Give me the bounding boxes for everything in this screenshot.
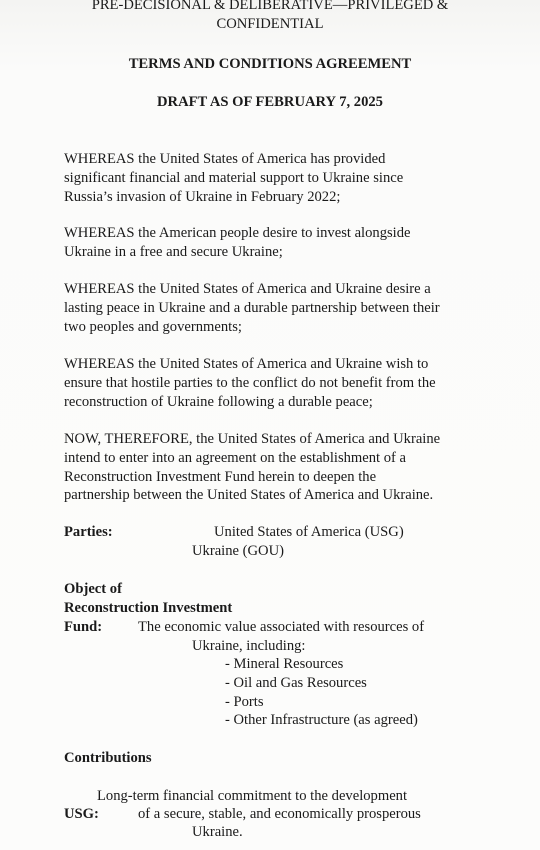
object-label-line-3: Fund: bbox=[64, 619, 103, 635]
parties-label: Parties: bbox=[64, 524, 113, 540]
recital-line: WHEREAS the United States of America has provided bbox=[64, 151, 386, 167]
recital-line: Reconstruction Investment Fund herein to deepen the bbox=[64, 468, 377, 485]
resource-list-item: - Ports bbox=[225, 694, 264, 710]
usg-contribution-line-1: Long-term financial commitment to the development bbox=[97, 788, 408, 804]
recital-line: Ukraine in a free and secure Ukraine; bbox=[64, 243, 283, 260]
classification-line-2: CONFIDENTIAL bbox=[216, 16, 324, 32]
document-title: TERMS AND CONDITIONS AGREEMENT bbox=[128, 56, 412, 72]
resource-list-item: - Oil and Gas Resources bbox=[225, 675, 367, 691]
recital-line: WHEREAS the United States of America and Ukraine desire a bbox=[64, 281, 431, 297]
recital-paragraph bbox=[64, 430, 440, 505]
classification-line-1: PRE-DECISIONAL & DELIBERATIVE—PRIVILEGED & bbox=[91, 0, 449, 13]
recital-line: NOW, THEREFORE, the United States of America and Ukraine bbox=[64, 431, 441, 447]
object-label-line-2: Reconstruction Investment bbox=[64, 600, 233, 616]
recital-paragraph bbox=[64, 355, 436, 411]
recital-paragraph bbox=[64, 150, 403, 206]
recital-line: significant financial and material support to Ukraine since bbox=[64, 169, 404, 186]
recital-line: reconstruction of Ukraine following a durable peace; bbox=[64, 393, 373, 410]
recital-line: partnership between the United States of America and Ukraine. bbox=[64, 487, 434, 504]
recital-line: WHEREAS the American people desire to invest alongside bbox=[64, 225, 411, 241]
recital-paragraph bbox=[64, 224, 411, 262]
resource-list-item: - Mineral Resources bbox=[225, 656, 344, 672]
party-usg: United States of America (USG) bbox=[214, 524, 404, 540]
object-text-line-1: The economic value associated with resources of bbox=[138, 619, 425, 635]
usg-label: USG: bbox=[64, 806, 99, 822]
party-gou: Ukraine (GOU) bbox=[192, 543, 284, 559]
usg-contribution-line-2: of a secure, stable, and economically prosperous bbox=[138, 806, 421, 822]
draft-date: DRAFT AS OF FEBRUARY 7, 2025 bbox=[157, 94, 383, 110]
recital-line: Russia’s invasion of Ukraine in February 2022; bbox=[64, 188, 341, 205]
recital-line: intend to enter into an agreement on the establishment of a bbox=[64, 449, 407, 466]
recital-line: two peoples and governments; bbox=[64, 318, 242, 335]
usg-contribution-line-3: Ukraine. bbox=[192, 824, 243, 840]
object-label-line-1: Object of bbox=[64, 581, 122, 597]
object-text-line-2: Ukraine, including: bbox=[192, 638, 306, 654]
recital-line: ensure that hostile parties to the conflict do not benefit from the bbox=[64, 374, 436, 391]
recital-line: WHEREAS the United States of America and Ukraine wish to bbox=[64, 356, 429, 372]
recital-line: lasting peace in Ukraine and a durable partnership between their bbox=[64, 299, 440, 316]
contributions-heading: Contributions bbox=[64, 750, 152, 766]
recital-paragraph bbox=[64, 280, 440, 336]
resource-list-item: - Other Infrastructure (as agreed) bbox=[225, 712, 418, 728]
